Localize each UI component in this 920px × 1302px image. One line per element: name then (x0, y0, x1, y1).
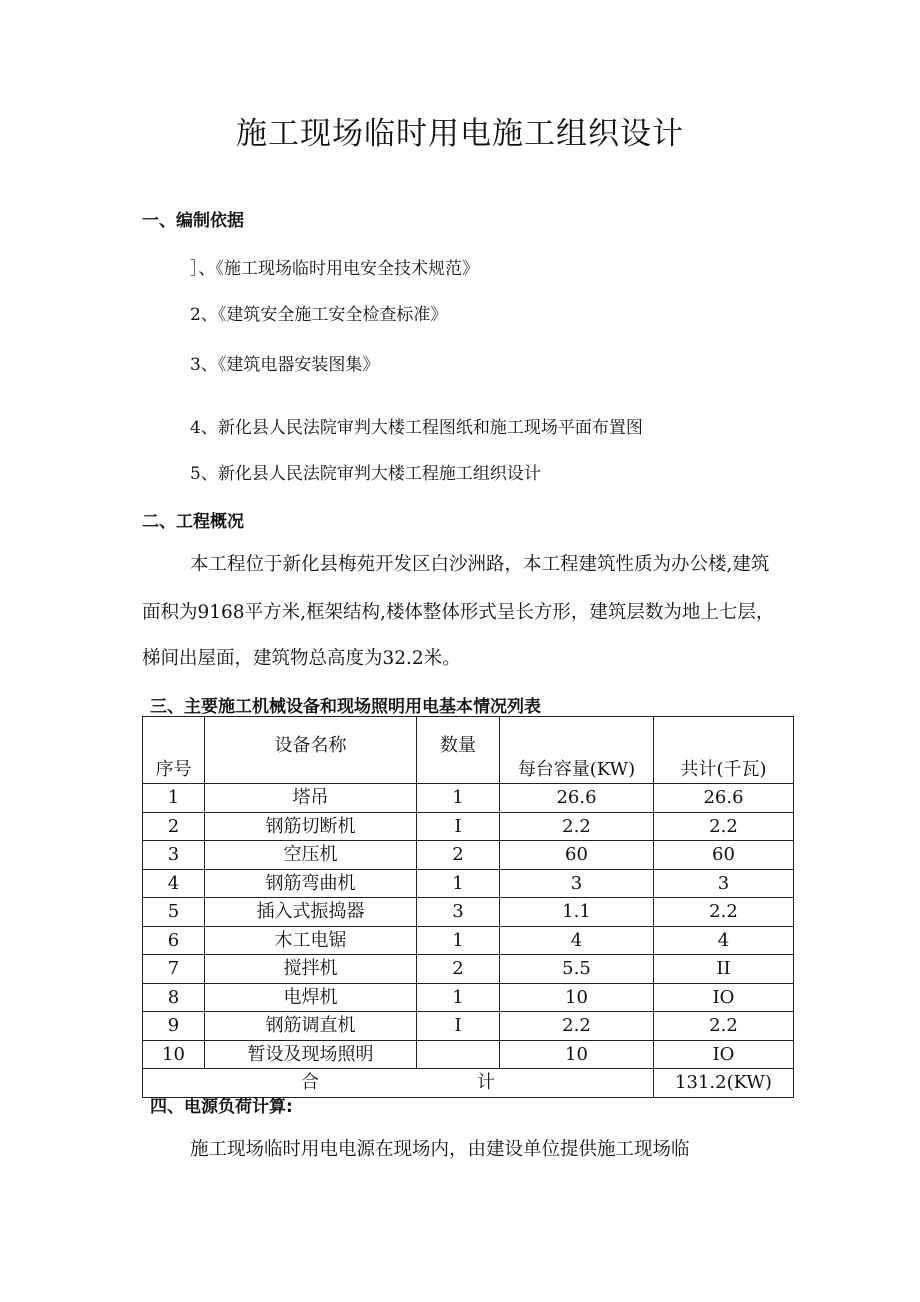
section-2-heading: 二、工程概况 (142, 512, 244, 532)
cell-capacity: 3 (500, 869, 654, 898)
basis-item-2: 2、《建筑安全施工安全检查标准》 (190, 305, 448, 325)
cell-total: 3 (654, 869, 794, 898)
cell-total: II (654, 955, 794, 984)
cell-name: 钢筋调直机 (205, 1012, 417, 1041)
table-row (143, 1012, 794, 1041)
cell-index: 6 (143, 926, 205, 955)
total-value: 131.2(KW) (654, 1069, 794, 1098)
cell-name: 钢筋弯曲机 (205, 869, 417, 898)
table-row (143, 841, 794, 870)
cell-capacity: 1.1 (500, 898, 654, 927)
cell-quantity: 1 (417, 869, 500, 898)
overview-line-2: 面积为9168平方米,框架结构,楼体整体形式呈长方形，建筑层数为地上七层， (142, 602, 775, 623)
cell-total: 2.2 (654, 812, 794, 841)
cell-index: 3 (143, 841, 205, 870)
cell-index: 2 (143, 812, 205, 841)
header-name: 设备名称 (205, 717, 417, 784)
cell-index: 9 (143, 1012, 205, 1041)
cell-capacity: 2.2 (500, 1012, 654, 1041)
cell-name: 空压机 (205, 841, 417, 870)
table-row (143, 869, 794, 898)
cell-total: 2.2 (654, 898, 794, 927)
cell-total: IO (654, 983, 794, 1012)
cell-capacity: 10 (500, 1040, 654, 1069)
section-3-heading: 三、主要施工机械设备和现场照明用电基本情况列表 (150, 697, 541, 717)
cell-name: 电焊机 (205, 983, 417, 1012)
cell-quantity: 2 (417, 841, 500, 870)
table-row (143, 1040, 794, 1069)
cell-name: 插入式振捣器 (205, 898, 417, 927)
basis-item-5: 5、新化县人民法院审判大楼工程施工组织设计 (190, 464, 541, 484)
cell-quantity: 1 (417, 784, 500, 813)
power-source-line: 施工现场临时用电电源在现场内，由建设单位提供施工现场临 (190, 1139, 690, 1160)
cell-capacity: 4 (500, 926, 654, 955)
cell-name: 钢筋切断机 (205, 812, 417, 841)
cell-index: 5 (143, 898, 205, 927)
cell-capacity: 26.6 (500, 784, 654, 813)
cell-quantity: I (417, 1012, 500, 1041)
table-header-row (143, 717, 794, 784)
basis-item-3: 3、《建筑电器安装图集》 (190, 355, 380, 375)
table-row (143, 983, 794, 1012)
cell-total: IO (654, 1040, 794, 1069)
cell-quantity: I (417, 812, 500, 841)
cell-total: 4 (654, 926, 794, 955)
cell-capacity: 60 (500, 841, 654, 870)
cell-index: 10 (143, 1040, 205, 1069)
cell-capacity: 2.2 (500, 812, 654, 841)
basis-item-4: 4、新化县人民法院审判大楼工程图纸和施工现场平面布置图 (190, 418, 643, 438)
cell-name: 木工电锯 (205, 926, 417, 955)
table-row (143, 898, 794, 927)
cell-quantity (417, 1040, 500, 1069)
section-1-heading: 一、编制依据 (142, 211, 244, 231)
table-row (143, 926, 794, 955)
cell-index: 7 (143, 955, 205, 984)
section-4-heading: 四、电源负荷计算: (150, 1097, 293, 1117)
header-total: 共计(千瓦) (654, 717, 794, 784)
cell-capacity: 10 (500, 983, 654, 1012)
header-quantity: 数量 (417, 717, 500, 784)
table-row (143, 812, 794, 841)
header-capacity: 每台容量(KW) (500, 717, 654, 784)
overview-line-3: 梯间出屋面，建筑物总高度为32.2米。 (142, 648, 461, 669)
cell-name: 搅拌机 (205, 955, 417, 984)
cell-total: 26.6 (654, 784, 794, 813)
cell-quantity: 3 (417, 898, 500, 927)
cell-index: 4 (143, 869, 205, 898)
total-label-2: 计 (477, 1072, 495, 1094)
header-index: 序号 (143, 717, 205, 784)
overview-line-1: 本工程位于新化县梅苑开发区白沙洲路，本工程建筑性质为办公楼,建筑 (190, 554, 770, 575)
cell-quantity: 1 (417, 926, 500, 955)
cell-total: 2.2 (654, 1012, 794, 1041)
cell-total: 60 (654, 841, 794, 870)
basis-item-1: ］、《施工现场临时用电安全技术规范》 (190, 259, 479, 279)
document-title: 施工现场临时用电施工组织设计 (236, 116, 684, 152)
cell-name: 塔吊 (205, 784, 417, 813)
cell-capacity: 5.5 (500, 955, 654, 984)
equipment-table (142, 716, 794, 1098)
table-row (143, 784, 794, 813)
cell-index: 8 (143, 983, 205, 1012)
total-label-1: 合 (301, 1072, 319, 1094)
cell-quantity: 2 (417, 955, 500, 984)
cell-index: 1 (143, 784, 205, 813)
cell-quantity: 1 (417, 983, 500, 1012)
cell-name: 暂设及现场照明 (205, 1040, 417, 1069)
table-row (143, 955, 794, 984)
